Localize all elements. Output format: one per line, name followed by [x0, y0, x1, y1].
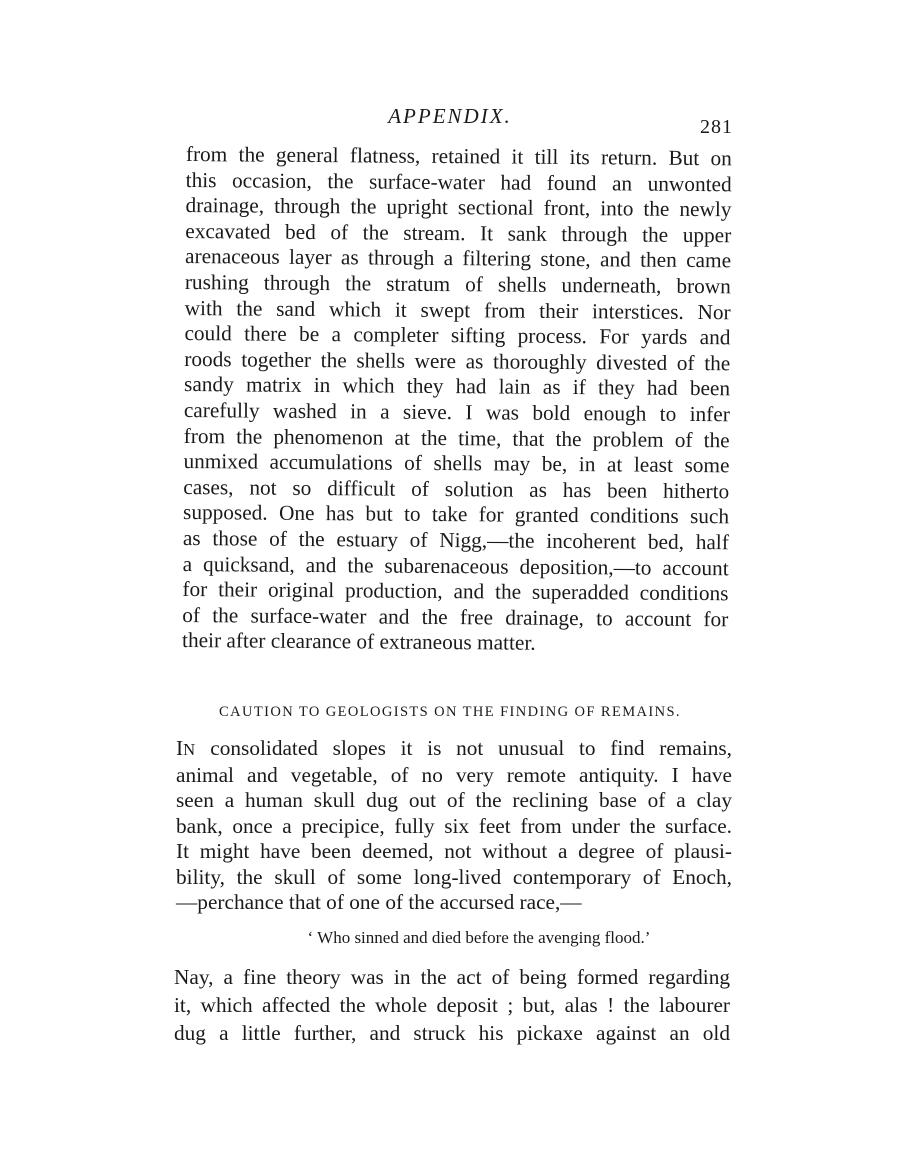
text-line: dug a little further, and struck his pickaxe against an old	[174, 1021, 730, 1045]
text-line	[176, 736, 732, 763]
paragraph-continued	[182, 142, 732, 658]
text-line: their after clearance of extraneous matter.	[181, 628, 536, 656]
text-line: excavated bed of the stream. It sank through the upper	[185, 218, 732, 248]
running-title: APPENDIX.	[388, 104, 512, 128]
section-heading: CAUTION TO GEOLOGISTS ON THE FINDING OF REMAINS.	[219, 704, 681, 720]
drop-cap-initial: I	[176, 736, 184, 760]
text-line: animal and vegetable, of no very remote antiquity. I have	[176, 762, 732, 787]
text-line: could there be a completer sifting process. For yards and	[184, 321, 731, 350]
text-line: arenaceous layer as through a filtering stone, and then came	[185, 244, 732, 273]
text-line: It might have been deemed, not without a degree of plausi-	[176, 839, 732, 863]
paragraph-conclusion	[174, 963, 730, 1047]
paragraph-caution	[176, 736, 732, 916]
small-cap-letters: N	[183, 740, 196, 759]
text-line: carefully washed in a sieve. I was bold enough to infer	[183, 397, 730, 427]
verse-quotation: ‘ Who sinned and died before the avenging flood.’	[307, 928, 651, 947]
text-line: seen a human skull dug out of the reclining base of a clay	[176, 788, 732, 812]
text-line: sandy matrix in which they had lain as if they had been	[184, 372, 731, 401]
text-line: of the surface-water and the free drainage, to account for	[182, 602, 729, 631]
page-number: 281	[700, 116, 733, 138]
text-line: supposed. One has but to take for granted conditions such	[182, 500, 730, 529]
text-line: unmixed accumulations of shells may be, in at least some	[183, 449, 730, 478]
text-line: a quicksand, and the subarenaceous deposition,—to account	[182, 551, 729, 580]
text-line: drainage, through the upright sectional front, into the newly	[185, 193, 732, 222]
text-line: bank, once a precipice, fully six feet from under the surface.	[176, 813, 732, 838]
text-line: for their original production, and the superadded conditions	[182, 577, 729, 606]
text-line: it, which affected the whole deposit ; but, alas ! the labourer	[174, 993, 730, 1017]
text-line: from the phenomenon at the time, that the problem of the	[183, 423, 730, 452]
text-line: —perchance that of one of the accursed race,—	[176, 890, 582, 914]
text-line: roods together the shells were as thoroughly divested of the	[184, 346, 731, 376]
text-line: rushing through the stratum of shells underneath, brown	[184, 269, 731, 299]
text-line: as those of the estuary of Nigg,—the incoherent bed, half	[182, 525, 729, 555]
text-line: bility, the skull of some long-lived contemporary of Enoch,	[176, 864, 732, 889]
first-line-text: consolidated slopes it is not unusual to find remains,	[195, 736, 732, 760]
text-line: Nay, a fine theory was in the act of being formed regarding	[174, 965, 730, 989]
text-line: this occasion, the surface-water had found an unwonted	[185, 167, 732, 196]
text-line: cases, not so difficult of solution as has been hitherto	[183, 474, 730, 503]
text-line: from the general flatness, retained it till its return. But on	[185, 142, 732, 171]
text-line: with the sand which it swept from their interstices. Nor	[184, 295, 731, 324]
